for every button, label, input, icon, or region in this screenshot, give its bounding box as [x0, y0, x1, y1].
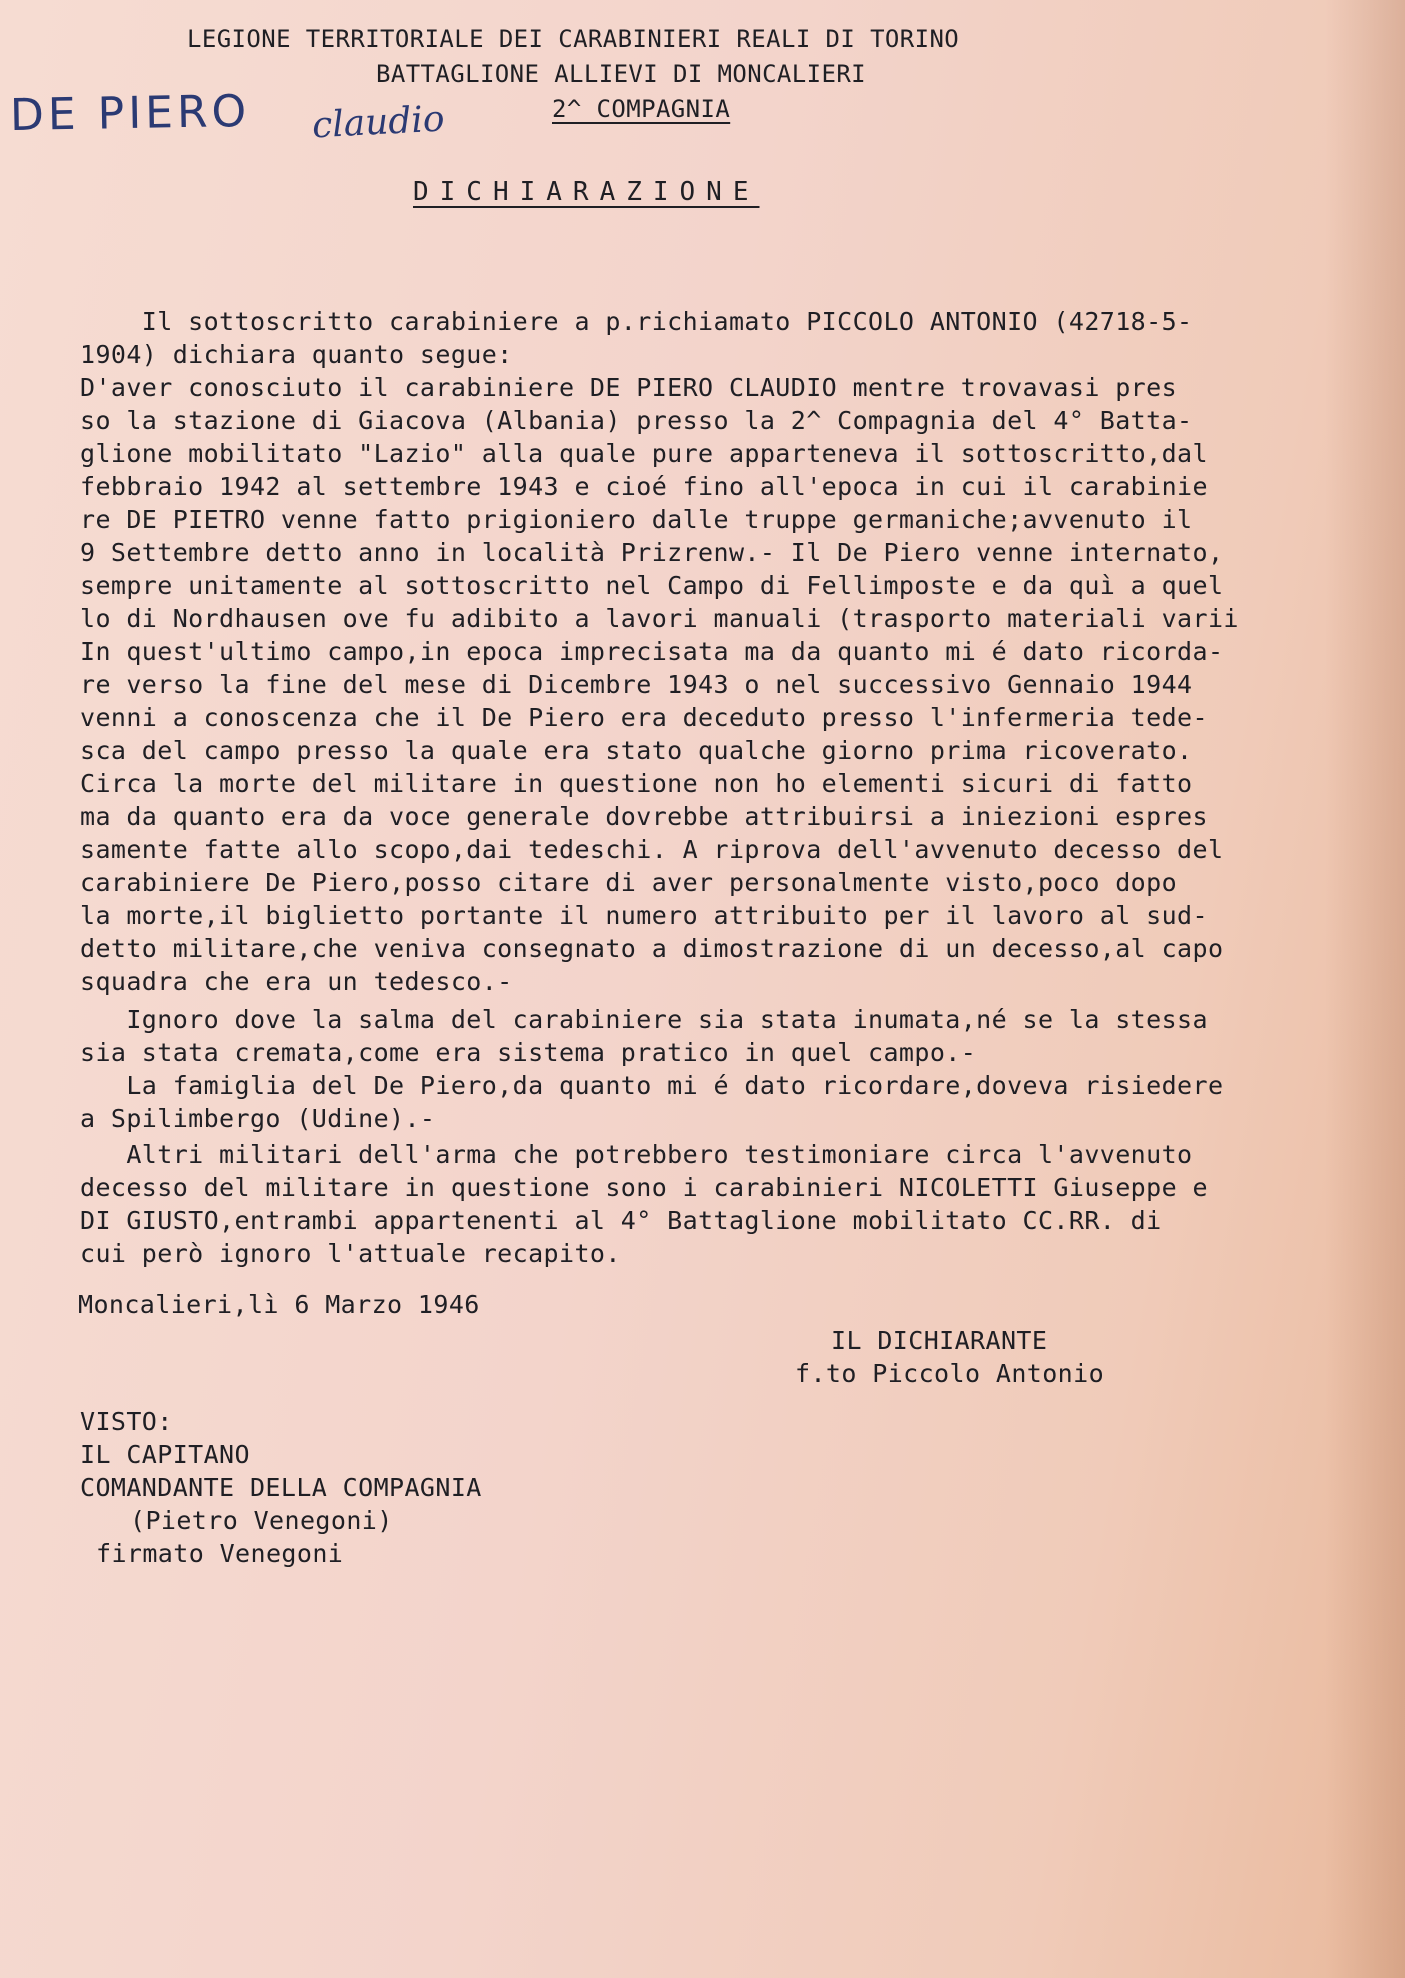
approval-name: (Pietro Venegoni) [130, 1506, 393, 1535]
body-line: re DE PIETRO venne fatto prigioniero dalle truppe germaniche;avvenuto il [80, 505, 1193, 534]
place-date: Moncalieri,lì 6 Marzo 1946 [78, 1290, 480, 1319]
header-line-legione: LEGIONE TERRITORIALE DEI CARABINIERI REALI DI TORINO [187, 25, 960, 53]
header-line-compagnia: 2^ COMPAGNIA [552, 95, 731, 123]
body-line: detto militare,che veniva consegnato a dimostrazione di un decesso,al capo [80, 934, 1224, 963]
body-line: Ignoro dove la salma del carabiniere sia stata inumata,né se la stessa [80, 1005, 1208, 1034]
body-line: sca del campo presso la quale era stato qualche giorno prima ricoverato. [80, 736, 1193, 765]
approval-role: COMANDANTE DELLA COMPAGNIA [80, 1473, 482, 1502]
body-line: In quest'ultimo campo,in epoca imprecisata ma da quanto mi é dato ricorda- [80, 637, 1224, 666]
body-line: ma da quanto era da voce generale dovrebbe attribuirsi a iniezioni espres [80, 802, 1208, 831]
body-line: D'aver conosciuto il carabiniere DE PIERO CLAUDIO mentre trovavasi pres [80, 373, 1178, 402]
body-line: sia stata cremata,come era sistema pratico in quel campo.- [80, 1038, 977, 1067]
body-line: sempre unitamente al sottoscritto nel Campo di Fellimposte e da quì a quel [80, 571, 1224, 600]
approval-visto: VISTO: [80, 1407, 173, 1436]
body-line: a Spilimbergo (Udine).- [80, 1104, 436, 1133]
body-line: Altri militari dell'arma che potrebbero testimoniare circa l'avvenuto [80, 1140, 1193, 1169]
body-line: cui però ignoro l'attuale recapito. [80, 1239, 621, 1268]
body-line: 9 Settembre detto anno in località Prizrenw.- Il De Piero venne internato, [80, 538, 1224, 567]
body-line: so la stazione di Giacova (Albania) presso la 2^ Compagnia del 4° Batta- [80, 406, 1193, 435]
header-line-battaglione: BATTAGLIONE ALLIEVI DI MONCALIERI [376, 60, 867, 88]
body-line: squadra che era un tedesco.- [80, 967, 513, 996]
document-title: DICHIARAZIONE [413, 177, 760, 207]
approval-signature: firmato Venegoni [96, 1539, 344, 1568]
body-line: febbraio 1942 al settembre 1943 e cioé fino all'epoca in cui il carabinie [80, 472, 1208, 501]
body-line: Il sottoscritto carabiniere a p.richiamato PICCOLO ANTONIO (42718-5- [80, 307, 1193, 336]
body-line: Circa la morte del militare in questione non ho elementi sicuri di fatto [80, 769, 1193, 798]
body-line: carabiniere De Piero,posso citare di aver personalmente visto,poco dopo [80, 868, 1178, 897]
body-line: samente fatte allo scopo,dai tedeschi. A riprova dell'avvenuto decesso del [80, 835, 1224, 864]
body-line: La famiglia del De Piero,da quanto mi é dato ricordare,doveva risiedere [80, 1071, 1224, 1100]
body-line: decesso del militare in questione sono i carabinieri NICOLETTI Giuseppe e [80, 1173, 1208, 1202]
declarant-title: IL DICHIARANTE [831, 1326, 1048, 1355]
approval-rank: IL CAPITANO [80, 1440, 250, 1469]
body-line: la morte,il biglietto portante il numero attribuito per il lavoro al sud- [80, 901, 1208, 930]
body-line: lo di Nordhausen ove fu adibito a lavori manuali (trasporto materiali varii [80, 604, 1239, 633]
body-line: venni a conoscenza che il De Piero era deceduto presso l'infermeria tede- [80, 703, 1208, 732]
body-line: glione mobilitato "Lazio" alla quale pure apparteneva il sottoscritto,dal [80, 439, 1208, 468]
handwritten-name: claudio [311, 98, 446, 147]
page-edge-shadow [1325, 0, 1405, 1978]
body-line: 1904) dichiara quanto segue: [80, 340, 513, 369]
body-line: DI GIUSTO,entrambi appartenenti al 4° Battaglione mobilitato CC.RR. di [80, 1206, 1162, 1235]
body-line: re verso la fine del mese di Dicembre 1943 o nel successivo Gennaio 1944 [80, 670, 1193, 699]
handwritten-surname: DE PIERO [9, 85, 251, 142]
declarant-signature: f.to Piccolo Antonio [795, 1359, 1105, 1388]
